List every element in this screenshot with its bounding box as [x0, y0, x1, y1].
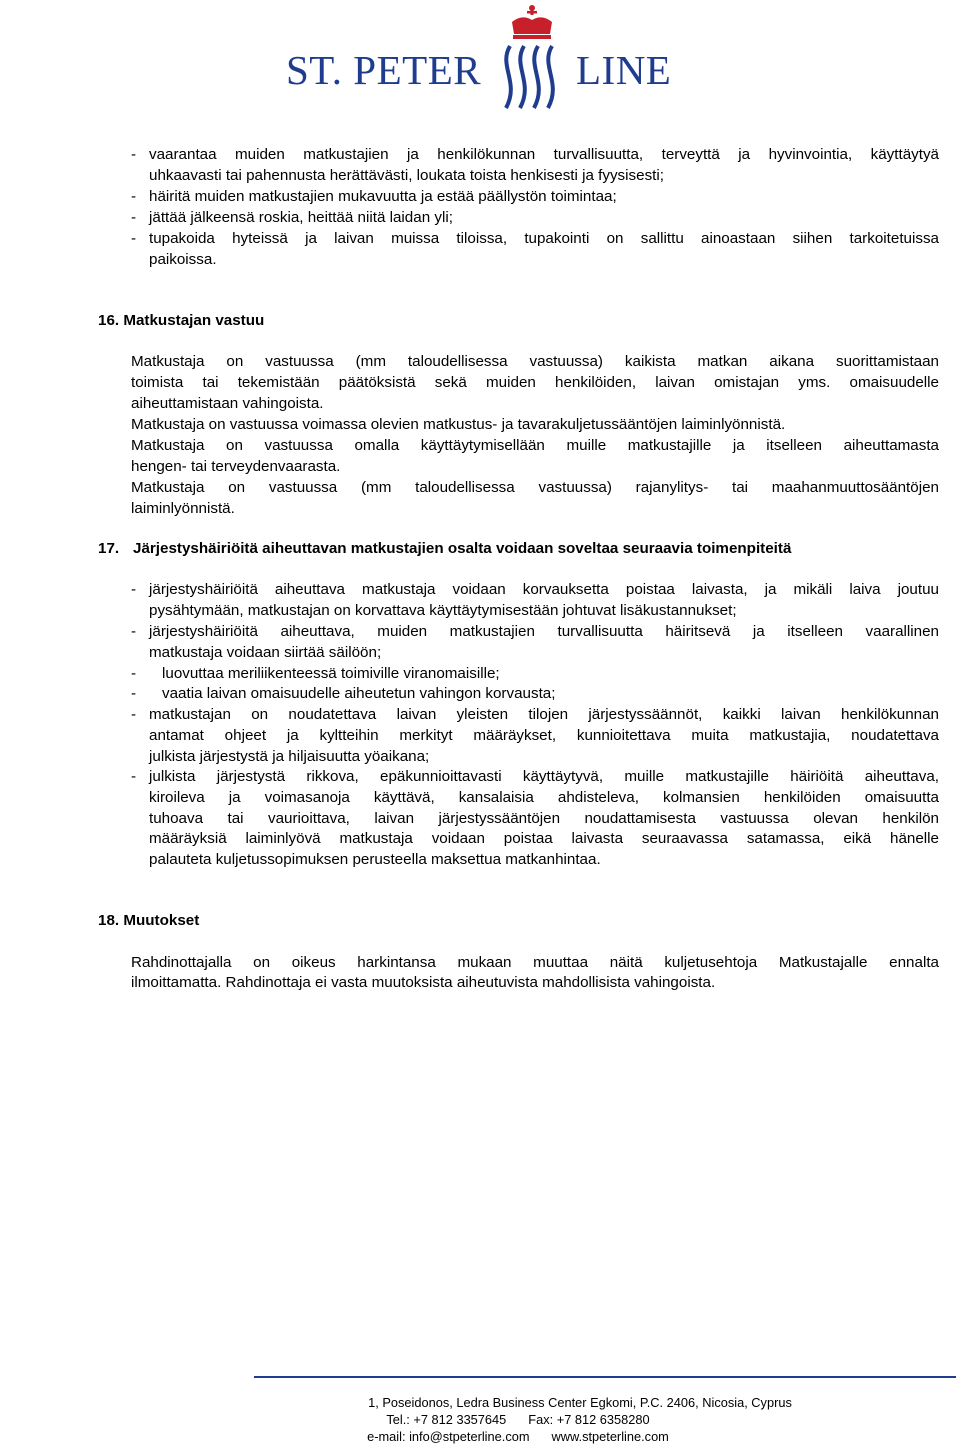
- list-dash: -: [131, 685, 137, 702]
- section-17-item-line: kiroileva ja voimasanoja käyttävä, kansalaisia ahdisteleva, kolmansien henkilöiden omaisuutta: [149, 789, 939, 806]
- list-dash: -: [131, 706, 137, 723]
- footer-website[interactable]: www.stpeterline.com: [551, 1429, 669, 1444]
- section-17-item-line: luovuttaa meriliikenteessä toimiville viranomaisille;: [162, 665, 500, 682]
- logo-text-left: ST. PETER: [286, 47, 482, 93]
- intro-item-4-line-1: tupakoida hyteissä ja laivan muissa tiloissa, tupakointi on sallittu ainoastaan siihen tarkoitetuissa: [149, 230, 939, 247]
- footer-address: 1, Poseidonos, Ledra Business Center Egkomi, P.C. 2406, Nicosia, Cyprus: [368, 1395, 792, 1410]
- section-17-item-line: matkustaja voidaan siirtää säilöön;: [149, 644, 382, 661]
- list-dash: -: [131, 230, 137, 247]
- section-17-item-line: palauteta kuljetussopimuksen perusteella maksettua matkanhintaa.: [149, 851, 601, 868]
- section-16-line: Matkustaja on vastuussa (mm taloudellisessa vastuussa) rajanylitys- tai maahanmuuttosääntöjen: [131, 479, 939, 496]
- section-17-item-line: julkista järjestystä rikkova, epäkunnioittavasti käyttäytyvä, muille matkustajille häiriöitä aiheuttava,: [149, 768, 939, 785]
- section-16-line: laiminlyönnistä.: [131, 500, 235, 517]
- intro-item-1-line-2: uhkaavasti tai pahennusta herättävästi, loukata toista henkisesti ja fyysisesti;: [149, 167, 664, 184]
- section-17-item-line: matkustajan on noudatettava laivan yleisten tilojen järjestyssäännöt, kaikki laivan henkilökunnan: [149, 706, 939, 723]
- intro-item-2: häiritä muiden matkustajien mukavuutta ja estää päällystön toimintaa;: [149, 188, 617, 205]
- intro-item-1-line-1: vaarantaa muiden matkustajien ja henkilökunnan turvallisuutta, terveyttä ja hyvinvointia, käyttäytyä: [149, 146, 939, 163]
- section-18-line: Rahdinottajalla on oikeus harkintansa mukaan muuttaa näitä kuljetusehtoja Matkustajalle ennalta: [131, 954, 939, 971]
- list-dash: -: [131, 209, 137, 226]
- section-16-line: hengen- tai terveydenvaarasta.: [131, 458, 341, 475]
- section-17-item-line: julkista järjestystä ja hiljaisuutta yöaikana;: [149, 748, 430, 765]
- section-17-item-line: pysähtymään, matkustajan on korvattava käyttäytymisestään johtuvat lisäkustannukset;: [149, 602, 737, 619]
- list-dash: -: [131, 623, 137, 640]
- list-dash: -: [131, 665, 137, 682]
- section-17-item-line: määräyksiä laiminlyövä matkustaja voidaan poistaa laivasta seuraavassa satamassa, eikä hänelle: [149, 830, 939, 847]
- logo-text-right: LINE: [576, 47, 672, 93]
- company-logo: [284, 4, 676, 116]
- section-16-heading: 16. Matkustajan vastuu: [98, 312, 265, 329]
- intro-item-3: jättää jälkeensä roskia, heittää niitä laidan yli;: [149, 209, 453, 226]
- section-16-line: Matkustaja on vastuussa voimassa olevien matkustus- ja tavarakuljetussääntöjen laiminlyönnistä.: [131, 416, 786, 433]
- list-dash: -: [131, 188, 137, 205]
- section-18-line: ilmoittamatta. Rahdinottaja ei vasta muutoksista aiheutuvista mahdollisista vahingoista.: [131, 974, 716, 991]
- list-dash: -: [131, 581, 137, 598]
- section-16-line: aiheuttamistaan vahingoista.: [131, 395, 324, 412]
- section-17-item-line: antamat ohjeet ja kyltteihin merkityt määräykset, kunnioitettava muita matkustajia, noudatettava: [149, 727, 939, 744]
- section-16-line: Matkustaja on vastuussa (mm taloudellisessa vastuussa) kaikista matkan aikana suorittamistaan: [131, 353, 939, 370]
- section-17-item-line: tuhoava tai vaurioittava, laivan järjestyssääntöjen noudattamisesta vastuussa olevan henkilön: [149, 810, 939, 827]
- footer-tel: Tel.: +7 812 3357645: [386, 1412, 507, 1427]
- section-17-item-line: järjestyshäiriöitä aiheuttava matkustaja voidaan korvauksetta poistaa laivasta, ja mikäli laiva joutuu: [149, 581, 939, 598]
- footer-email[interactable]: e-mail: info@stpeterline.com: [367, 1429, 530, 1444]
- footer-fax: Fax: +7 812 6358280: [528, 1412, 650, 1427]
- list-dash: -: [131, 146, 137, 163]
- list-dash: -: [131, 768, 137, 785]
- section-16-line: Matkustaja on vastuussa omalla käyttäytymisellään muille matkustajille ja itselleen aiheuttamasta: [131, 437, 939, 454]
- footer-divider: [254, 1376, 956, 1378]
- section-18-heading: 18. Muutokset: [98, 912, 200, 929]
- section-17-number: 17.: [98, 540, 120, 557]
- section-17-heading: Järjestyshäiriöitä aiheuttavan matkustajien osalta voidaan soveltaa seuraavia toimenpiteitä: [133, 540, 792, 557]
- section-17-item-line: järjestyshäiriöitä aiheuttava, muiden matkustajien turvallisuutta häiritsevä ja itselleen vaarallinen: [149, 623, 939, 640]
- section-17-item-line: vaatia laivan omaisuudelle aiheutetun vahingon korvausta;: [162, 685, 556, 702]
- intro-item-4-line-2: paikoissa.: [149, 251, 217, 268]
- section-16-line: toimista tai tekemistään päätöksistä sekä muiden henkilöiden, laivan omistajan yms. omaisuudelle: [131, 374, 939, 391]
